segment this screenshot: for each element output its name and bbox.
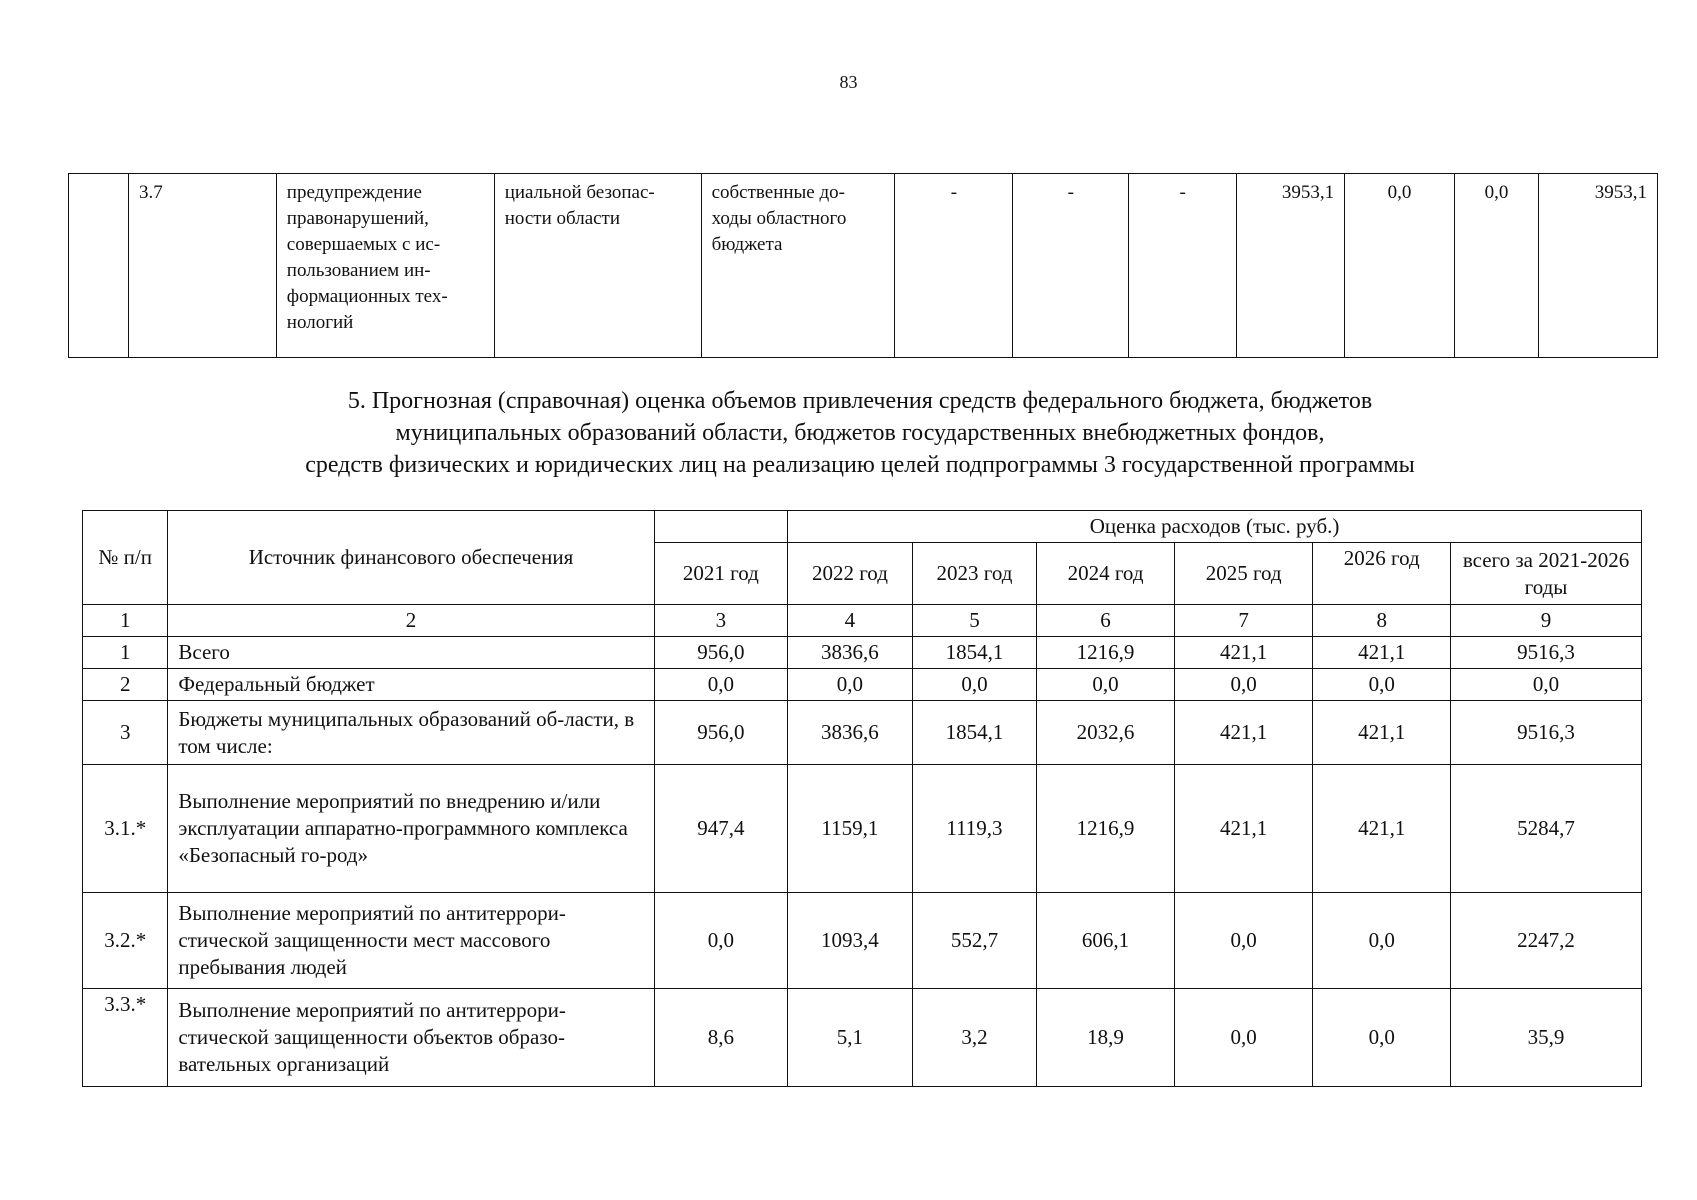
row-source: Федеральный бюджет [168, 669, 654, 701]
row-value: 956,0 [654, 637, 788, 669]
table-row [83, 701, 1642, 765]
index-cell: 6 [1037, 605, 1175, 637]
event-name: предупреждение правонарушений, совершаемых с ис-пользованием ин-формационных тех-нологий [276, 174, 494, 358]
row-source: Выполнение мероприятий по внедрению и/или эксплуатации аппаратно-программного комплекса «Безопасный го-род» [168, 765, 654, 893]
section-title-line: муниципальных образований области, бюджетов государственных внебюджетных фондов, [395, 420, 1325, 446]
row-num: 3.1.* [83, 765, 168, 893]
table-header-row [83, 511, 1642, 543]
row-source: Всего [168, 637, 654, 669]
row-value: 0,0 [912, 669, 1037, 701]
row-value: 552,7 [912, 893, 1037, 989]
index-row [83, 605, 1642, 637]
header-total: всего за 2021-2026 годы [1451, 543, 1642, 605]
index-cell: 1 [83, 605, 168, 637]
row-value: 421,1 [1174, 701, 1313, 765]
row-value: 0,0 [1313, 989, 1451, 1087]
row-value: 3836,6 [788, 701, 913, 765]
row-value: 947,4 [654, 765, 788, 893]
header-year: 2024 год [1037, 543, 1175, 605]
row-value: 0,0 [1174, 893, 1313, 989]
header-year: 2021 год [654, 543, 788, 605]
index-cell: 3 [654, 605, 788, 637]
row-value: 0,0 [654, 669, 788, 701]
row-value: 0,0 [788, 669, 913, 701]
table-row [83, 893, 1642, 989]
section-title-line: 5. Прогнозная (справочная) оценка объемов привлечения средств федерального бюджета, бюджетов [347, 388, 1373, 414]
index-cell: 9 [1451, 605, 1642, 637]
row-value: 0,0 [1313, 669, 1451, 701]
header-empty [654, 511, 788, 543]
row-value: 0,0 [654, 893, 788, 989]
row-source: Выполнение мероприятий по антитеррори-стической защищенности объектов образо-вательных организаций [168, 989, 654, 1087]
funding-forecast-table [82, 510, 1642, 1087]
header-num: № п/п [83, 511, 168, 605]
funding-source: собственные до-ходы областного бюджета [701, 174, 895, 358]
row-value: 18,9 [1037, 989, 1175, 1087]
row-value: 2247,2 [1451, 893, 1642, 989]
page-number: 83 [839, 72, 858, 92]
row-value: 1216,9 [1037, 637, 1175, 669]
table-row [83, 765, 1642, 893]
row-value: 0,0 [1313, 893, 1451, 989]
row-value: 9516,3 [1451, 701, 1642, 765]
header-year: 2022 год [788, 543, 913, 605]
table-row [83, 637, 1642, 669]
row-value: 1159,1 [788, 765, 913, 893]
row-value: 1093,4 [788, 893, 913, 989]
row-value: 8,6 [654, 989, 788, 1087]
index-cell: 5 [912, 605, 1037, 637]
index-cell: 2 [168, 605, 654, 637]
table-row [83, 669, 1642, 701]
table-cell: 3953,1 [1237, 174, 1345, 358]
row-value: 421,1 [1174, 765, 1313, 893]
row-value: 1216,9 [1037, 765, 1175, 893]
index-cell: 4 [788, 605, 913, 637]
program-name: циальной безопас-ности области [494, 174, 701, 358]
top-fragment-table [68, 173, 1658, 358]
header-year: 2026 год [1313, 543, 1451, 605]
row-num: 3.2.* [83, 893, 168, 989]
table-cell: 0,0 [1345, 174, 1455, 358]
row-value: 1854,1 [912, 701, 1037, 765]
table-cell: - [895, 174, 1013, 358]
row-num: 3 [83, 701, 168, 765]
row-source: Выполнение мероприятий по антитеррори-стической защищенности мест массового пребывания людей [168, 893, 654, 989]
table-row [83, 989, 1642, 1087]
row-value: 0,0 [1451, 669, 1642, 701]
row-value: 421,1 [1313, 637, 1451, 669]
row-value: 0,0 [1037, 669, 1175, 701]
table-cell: - [1129, 174, 1237, 358]
row-num: 3.3.* [83, 989, 168, 1087]
table-cell: - [1013, 174, 1129, 358]
row-value: 3,2 [912, 989, 1037, 1087]
row-value: 0,0 [1174, 989, 1313, 1087]
row-value: 421,1 [1313, 765, 1451, 893]
row-num: 2 [83, 669, 168, 701]
row-source: Бюджеты муниципальных образований об-ласти, в том числе: [168, 701, 654, 765]
header-source: Источник финансового обеспечения [168, 511, 654, 605]
table-cell: 0,0 [1455, 174, 1539, 358]
header-year: 2025 год [1174, 543, 1313, 605]
row-value: 0,0 [1174, 669, 1313, 701]
row-value: 3836,6 [788, 637, 913, 669]
row-value: 35,9 [1451, 989, 1642, 1087]
table-cell [69, 174, 129, 358]
row-value: 606,1 [1037, 893, 1175, 989]
index-cell: 7 [1174, 605, 1313, 637]
row-num: 1 [83, 637, 168, 669]
row-value: 1119,3 [912, 765, 1037, 893]
row-value: 5,1 [788, 989, 913, 1087]
row-value: 2032,6 [1037, 701, 1175, 765]
row-value: 9516,3 [1451, 637, 1642, 669]
row-value: 421,1 [1174, 637, 1313, 669]
header-group: Оценка расходов (тыс. руб.) [788, 511, 1642, 543]
row-value: 421,1 [1313, 701, 1451, 765]
index-cell: 8 [1313, 605, 1451, 637]
table-row [69, 174, 1658, 358]
section-title-line: средств физических и юридических лиц на реализацию целей подпрограммы 3 государственной программы [305, 452, 1415, 478]
section-title [160, 385, 1560, 481]
row-number: 3.7 [128, 174, 276, 358]
table-cell: 3953,1 [1538, 174, 1657, 358]
header-year: 2023 год [912, 543, 1037, 605]
row-value: 956,0 [654, 701, 788, 765]
row-value: 5284,7 [1451, 765, 1642, 893]
row-value: 1854,1 [912, 637, 1037, 669]
